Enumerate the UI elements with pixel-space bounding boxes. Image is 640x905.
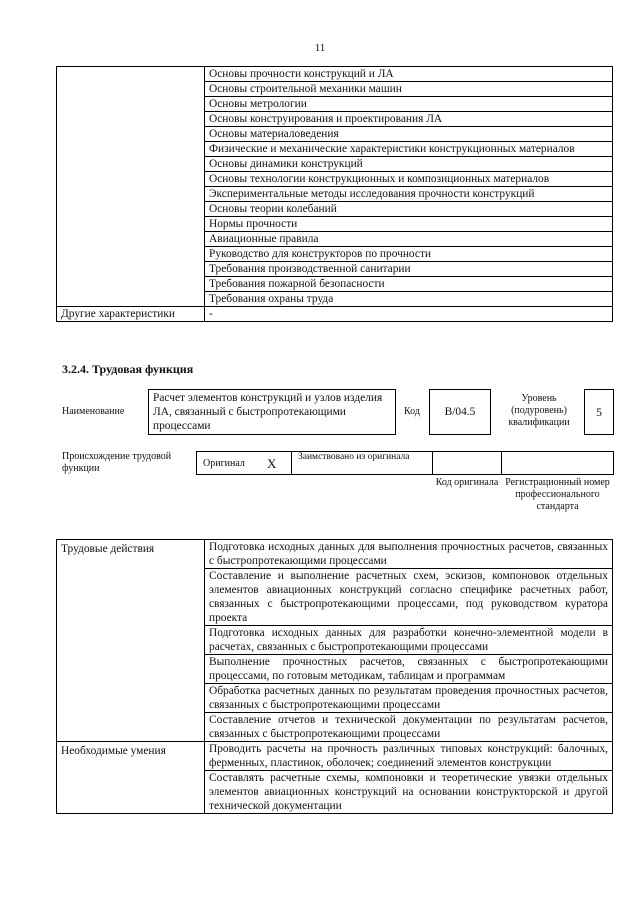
table-row — [57, 262, 613, 277]
functions-table — [56, 539, 613, 814]
empty-cell — [57, 142, 205, 157]
function-name-box: Расчет элементов конструкций и узлов изделия ЛА, связанный с быстропротекающими процессами — [148, 389, 396, 435]
table-row — [57, 172, 613, 187]
code-original-cell — [432, 451, 502, 475]
code-label: Код — [404, 406, 420, 417]
table-row — [57, 127, 613, 142]
table-row — [57, 232, 613, 247]
origin-label: Происхождение трудовой функции — [62, 451, 172, 474]
list-item: Выполнение прочностных расчетов, связанных с быстропротекающими процессами, по готовым методикам, таблицам и программам — [205, 655, 613, 684]
knowledge-item: Экспериментальные методы исследования прочности конструкций — [205, 187, 613, 202]
original-mark: X — [267, 456, 277, 471]
reg-number-cell — [501, 451, 614, 475]
empty-cell — [57, 277, 205, 292]
empty-cell — [57, 217, 205, 232]
empty-cell — [57, 232, 205, 247]
knowledge-item: Основы прочности конструкций и ЛА — [205, 67, 613, 82]
empty-cell — [57, 292, 205, 307]
knowledge-item: Физические и механические характеристики конструкционных материалов — [205, 142, 613, 157]
list-item: Составление отчетов и технической документации по результатам расчетов, связанных с быстропротекающими процессами — [205, 713, 613, 742]
knowledge-item: Основы метрологии — [205, 97, 613, 112]
empty-cell — [57, 262, 205, 277]
knowledge-item: Основы динамики конструкций — [205, 157, 613, 172]
table-row — [57, 217, 613, 232]
list-item: Проводить расчеты на прочность различных типовых конструкций: балочных, ферменных, пластинок, оболочек; соединений элементов конструкции — [205, 742, 613, 771]
function-code-box: B/04.5 — [429, 389, 491, 435]
original-label: Оригинал — [203, 458, 245, 469]
table-row — [57, 187, 613, 202]
code-original-caption: Код оригинала — [435, 477, 499, 488]
empty-cell — [57, 157, 205, 172]
table-row — [57, 157, 613, 172]
empty-cell — [57, 67, 205, 82]
knowledge-item: Основы теории колебаний — [205, 202, 613, 217]
empty-cell — [57, 202, 205, 217]
empty-cell — [57, 172, 205, 187]
knowledge-item: Требования производственной санитарии — [205, 262, 613, 277]
table-row — [57, 307, 613, 322]
reg-number-caption: Регистрационный номер профессионального стандарта — [505, 477, 610, 512]
level-box: 5 — [584, 389, 614, 435]
actions-label: Трудовые действия — [57, 540, 205, 742]
knowledge-item: Нормы прочности — [205, 217, 613, 232]
list-item: Обработка расчетных данных по результатам проведения прочностных расчетов, связанных с быстропротекающими процессами — [205, 684, 613, 713]
table-row — [57, 277, 613, 292]
empty-cell — [57, 82, 205, 97]
table-row — [57, 142, 613, 157]
level-label: Уровень (подуровень) квалификации — [508, 393, 570, 428]
table-row — [57, 540, 613, 569]
table-row — [57, 742, 613, 771]
empty-cell — [57, 127, 205, 142]
table-row — [57, 97, 613, 112]
table-row — [57, 247, 613, 262]
list-item: Составлять расчетные схемы, компоновки и теоретические увязки отдельных элементов авиационных конструкций на основании конструкторской и другой технической документации — [205, 771, 613, 814]
empty-cell — [57, 112, 205, 127]
original-cell — [196, 451, 292, 475]
knowledge-item: Требования охраны труда — [205, 292, 613, 307]
knowledge-item: Руководство для конструкторов по прочности — [205, 247, 613, 262]
table-row — [57, 202, 613, 217]
table-row — [57, 112, 613, 127]
other-characteristics-value: - — [205, 307, 613, 322]
name-label: Наименование — [62, 406, 125, 417]
borrowed-label: Заимствовано из оригинала — [298, 452, 410, 462]
knowledge-item: Основы технологии конструкционных и композиционных материалов — [205, 172, 613, 187]
knowledge-item: Основы материаловедения — [205, 127, 613, 142]
knowledge-table — [56, 66, 613, 322]
empty-cell — [57, 97, 205, 112]
table-row — [57, 67, 613, 82]
skills-label: Необходимые умения — [57, 742, 205, 814]
section-title: 3.2.4. Трудовая функция — [62, 362, 194, 376]
empty-cell — [57, 187, 205, 202]
borrowed-cell — [291, 451, 433, 475]
list-item: Составление и выполнение расчетных схем, эскизов, компоновок отдельных элементов авиационных конструкций согласно специфике расчетных работ, связанных с быстропротекающими процессами, под руководством куратора проекта — [205, 569, 613, 626]
knowledge-item: Требования пожарной безопасности — [205, 277, 613, 292]
empty-cell — [57, 247, 205, 262]
knowledge-item: Основы строительной механики машин — [205, 82, 613, 97]
table-row — [57, 292, 613, 307]
list-item: Подготовка исходных данных для выполнения прочностных расчетов, связанных с быстропротекающими процессами — [205, 540, 613, 569]
knowledge-item: Основы конструирования и проектирования ЛА — [205, 112, 613, 127]
other-characteristics-label: Другие характеристики — [57, 307, 205, 322]
table-row — [57, 82, 613, 97]
page-number: 11 — [314, 42, 326, 54]
knowledge-item: Авиационные правила — [205, 232, 613, 247]
list-item: Подготовка исходных данных для разработки конечно-элементной модели в расчетах, связанных с быстропротекающими процессами — [205, 626, 613, 655]
